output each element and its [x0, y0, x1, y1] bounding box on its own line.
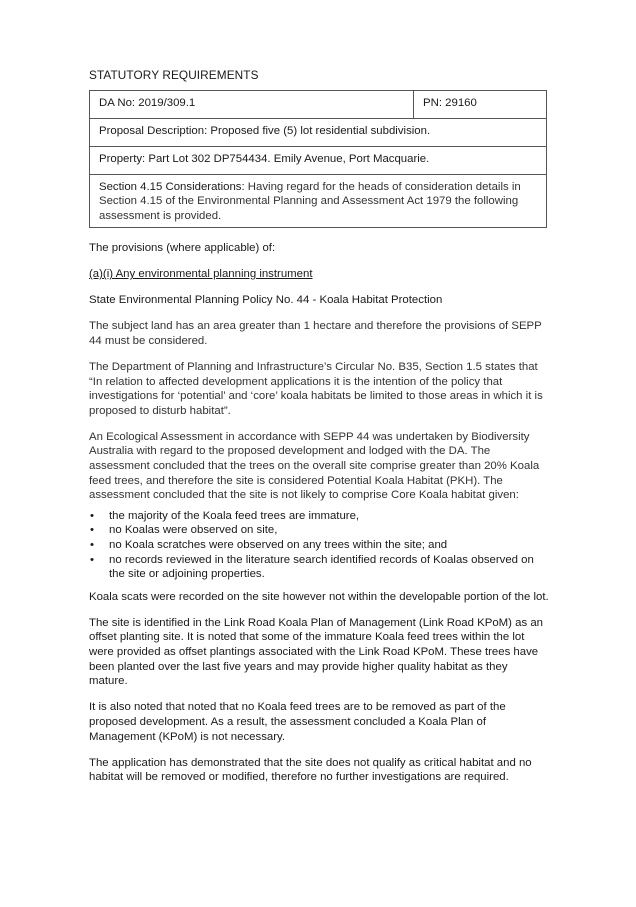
proposal-description-cell: Proposal Description: Proposed five (5) lot residential subdivision. [90, 119, 547, 147]
list-item: • no Koala scratches were observed on any trees within the site; and [89, 538, 549, 553]
sepp-heading: State Environmental Planning Policy No. 44 - Koala Habitat Protection [89, 294, 443, 307]
paragraph-5: The site is identified in the Link Road Koala Plan of Management (Link Road KPoM) as an offset planting site. It is noted that some of the immature Koala feed trees within the lot were provided as offset plantings associated with the Link Road KPoM. These trees have been planted over the last five years and may provide higher quality habitat as they mature. [89, 616, 543, 688]
pn-cell: PN: 29160 [414, 91, 547, 119]
list-item: • no records reviewed in the literature search identified records of Koalas observed on the site or adjoining properties. [89, 553, 549, 582]
provisions-line: The provisions (where applicable) of: [89, 242, 276, 254]
paragraph-4: Koala scats were recorded on the site however not within the developable portion of the lot. [89, 590, 549, 603]
subheading-environmental-instrument: (a)(i) Any environmental planning instrument [89, 268, 313, 281]
page-heading: STATUTORY REQUIREMENTS [89, 68, 259, 82]
paragraph-7: The application has demonstrated that the site does not qualify as critical habitat and no habitat will be removed or modified, therefore no further investigations are required. [89, 756, 532, 784]
statutory-requirements-table [89, 90, 547, 228]
section-considerations-label: Section 4.15 Considerations: [99, 181, 245, 193]
list-item: • no Koalas were observed on site, [89, 523, 549, 538]
paragraph-6: It is also noted that noted that no Koala feed trees are to be removed as part of the proposed development. As a result, the assessment concluded a Koala Plan of Management (KPoM) is not necessary. [89, 701, 506, 743]
table-row [90, 147, 547, 175]
table-row [90, 119, 547, 147]
section-considerations-text: Having regard for the heads of consideration details in Section 4.15 of the Environmental Planning and Assessment Act 1979 the following assessment is provided. [99, 181, 521, 222]
property-cell: Property: Part Lot 302 DP754434. Emily Avenue, Port Macquarie. [90, 147, 547, 175]
paragraph-2: The Department of Planning and Infrastructure’s Circular No. B35, Section 1.5 states that “In relation to affected development applications it is the intention of the policy that investigations for ‘potential’ and ‘core’ koala habitats be limited to those areas in which it is proposed to disturb habitat”. [89, 360, 543, 417]
section-considerations-cell [90, 175, 547, 228]
da-number-cell: DA No: 2019/309.1 [90, 91, 414, 119]
paragraph-3: An Ecological Assessment in accordance with SEPP 44 was undertaken by Biodiversity Australia with regard to the proposed development and lodged with the DA. The assessment concluded that the trees on the overall site comprise greater than 20% Koala feed trees, and therefore the site is considered Potential Koala Habitat (PKH). The assessment concluded that the site is not likely to comprise Core Koala habitat given: [89, 430, 540, 502]
document-body [89, 241, 549, 796]
habitat-criteria-list [89, 509, 549, 582]
paragraph-1: The subject land has an area greater than 1 hectare and therefore the provisions of SEPP 44 must be considered. [89, 320, 542, 347]
table-row [90, 91, 547, 119]
table-row [90, 175, 547, 228]
list-item: • the majority of the Koala feed trees are immature, [89, 509, 549, 524]
